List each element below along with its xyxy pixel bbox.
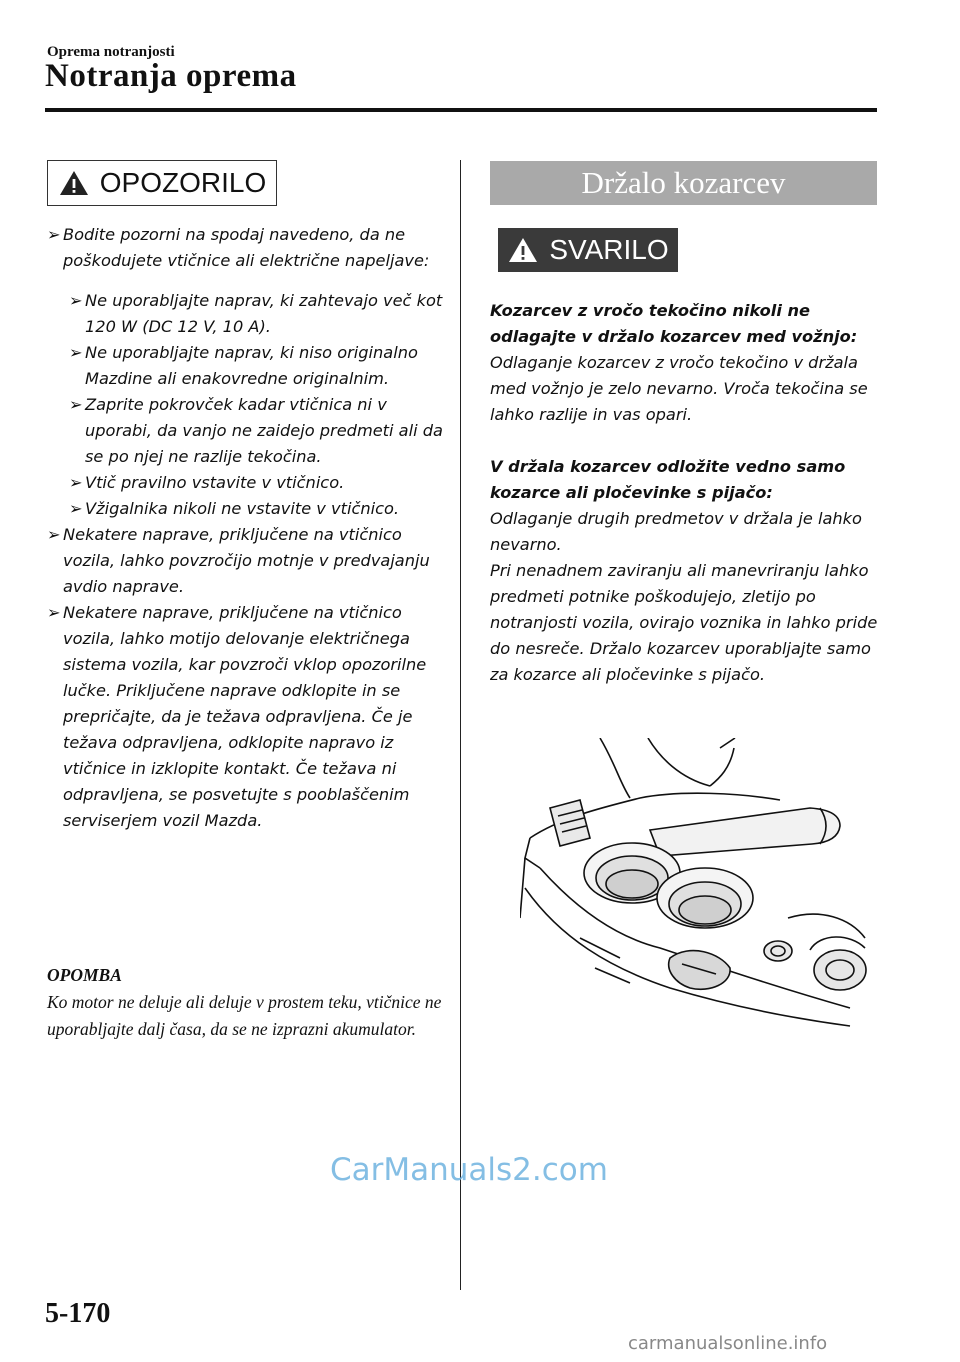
page-title: Notranja oprema (45, 58, 297, 94)
column-divider (460, 160, 461, 1290)
caution-box (498, 228, 678, 272)
caution-2-body2: Pri nenadnem zaviranju ali manevriranju lahko predmeti potnike poškodujejo, zletijo po notranjosti vozila, ovirajo voznika in lahko pride do nesreče. Držalo kozarcev uporabljajte samo za kozarce ali pločevinke s pijačo. (490, 561, 878, 684)
note (47, 962, 447, 1043)
warning-subitem: ➢ Vžigalnika nikoli ne vstavite v vtičnico. (69, 496, 447, 522)
watermark: CarManuals2.com (330, 1152, 608, 1188)
note-body: Ko motor ne deluje ali deluje v prostem teku, vtičnice ne uporabljajte dalj časa, da se ne izprazni akumulator. (47, 992, 442, 1039)
note-heading: OPOMBA (47, 965, 122, 985)
bullet-marker: ➢ (69, 499, 83, 518)
caution-1-body: Odlaganje kozarcev z vročo tekočino v držala med vožnjo je zelo nevarno. Vroča tekočina se lahko razlije in vas opari. (490, 353, 868, 424)
bullet-marker: ➢ (69, 473, 83, 492)
warning-icon (58, 169, 90, 197)
warning-list (47, 222, 447, 834)
bullet-marker: ➢ (69, 395, 83, 414)
warning-subitem: ➢ Zaprite pokrovček kadar vtičnica ni v uporabi, da vanjo ne zaidejo predmeti ali da se po njej ne razlije tekočina. (69, 392, 447, 470)
caution-2-body: Odlaganje drugih predmetov v držala je lahko nevarno. (490, 509, 862, 554)
caution-text (490, 298, 880, 688)
warning-subitem: ➢ Vtič pravilno vstavite v vtičnico. (69, 470, 447, 496)
bullet-marker: ➢ (47, 225, 61, 244)
caution-1-heading: Kozarcev z vročo tekočino nikoli ne odlagajte v držalo kozarcev med vožnjo: (490, 301, 858, 346)
warning-subitem: ➢ Ne uporabljajte naprav, ki niso originalno Mazdine ali enakovredne originalnim. (69, 340, 447, 392)
page-number: 5-170 (45, 1298, 111, 1329)
caution-label: SVARILO (549, 234, 669, 265)
section-title: Držalo kozarcev (490, 161, 877, 205)
warning-item: ➢ Bodite pozorni na spodaj navedeno, da ne poškodujete vtičnice ali električne napeljave: (47, 222, 447, 274)
warning-box (47, 160, 277, 206)
caution-2-heading: V držala kozarcev odložite vedno samo kozarce ali pločevinke s pijačo: (490, 457, 846, 502)
cup-holder-illustration (520, 738, 870, 1028)
bullet-marker: ➢ (47, 525, 61, 544)
bullet-marker: ➢ (69, 343, 83, 362)
header-rule (45, 108, 877, 112)
warning-item: ➢ Nekatere naprave, priključene na vtičnico vozila, lahko povzročijo motnje v predvajanju avdio naprave. (47, 522, 447, 600)
warning-label: OPOZORILO (99, 167, 267, 198)
warning-item: ➢ Nekatere naprave, priključene na vtičnico vozila, lahko motijo delovanje električnega sistema vozila, kar povzroči vklop opozorilne lučke. Priključene naprave odklopite in se prepričajte, da je težava odpravljena. Če je težava odpravljena, odklopite napravo iz vtičnice in izklopite kontakt. Če težava ni odpravljena, se posvetujte s pooblaščenim serviserjem vozil Mazda. (47, 600, 447, 834)
bullet-marker: ➢ (69, 291, 83, 310)
warning-subitem: ➢ Ne uporabljajte naprav, ki zahtevajo več kot 120 W (DC 12 V, 10 A). (69, 288, 447, 340)
section-label: Oprema notranjosti (47, 44, 175, 60)
bullet-marker: ➢ (47, 603, 61, 622)
caution-icon (507, 236, 539, 264)
footer-source: carmanualsonline.info (628, 1333, 828, 1354)
